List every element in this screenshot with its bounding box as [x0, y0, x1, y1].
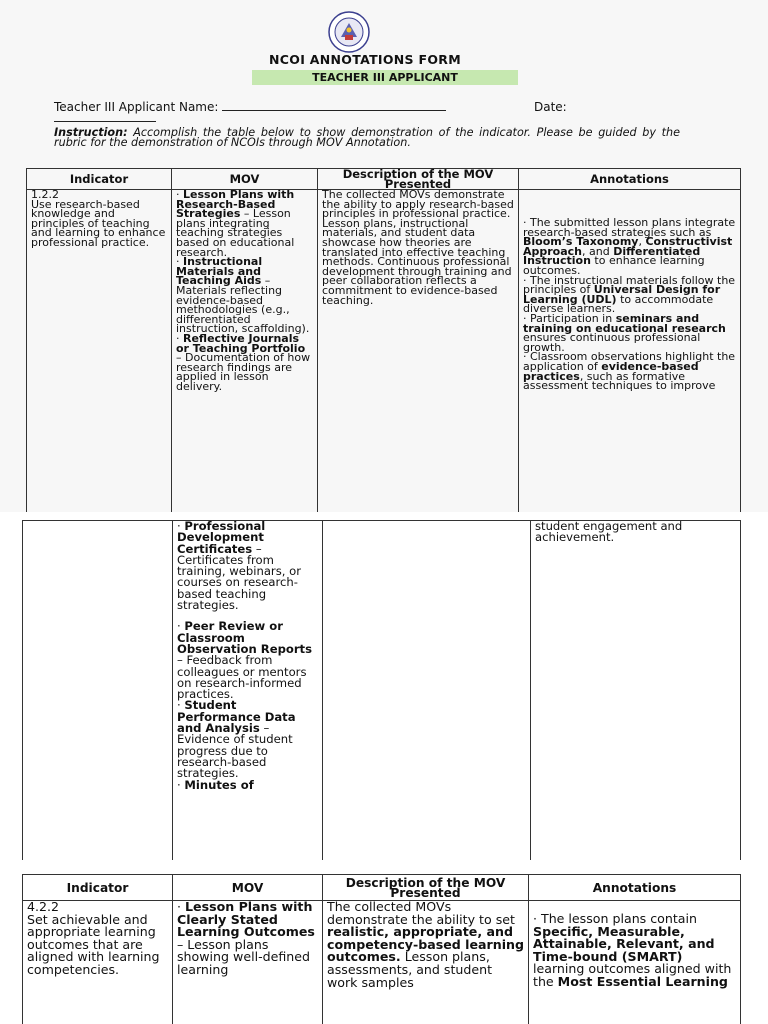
indicator-cell — [23, 901, 173, 1024]
mov-cell — [172, 190, 318, 513]
mov-item: · Instructional Materials and Teaching Aids – Materials reflecting evidence-based methodologies (e.g., differentiated instruction, scaffolding). — [176, 255, 310, 336]
mov-item: · Peer Review or Classroom Observation Reports – Feedback from colleagues or mentors on research-informed practices. — [177, 619, 313, 702]
header-description: Description of the MOV Presented — [323, 875, 529, 901]
indicator-cell — [23, 521, 173, 861]
annotation-item: · Classroom observations highlight the application of evidence-based practices, such as formative assessment techniques to improve — [523, 350, 736, 393]
annotation-item: · Participation in seminars and training on educational research ensures continuous professional growth. — [523, 311, 726, 354]
document-page-2 — [0, 518, 768, 860]
mov-item: · Professional Development Certificates – Certificates from training, webinars, or courses on research-based teaching strategies. — [177, 519, 301, 613]
table-header-row — [23, 875, 741, 901]
deped-seal-logo — [328, 11, 370, 53]
annotations-table-page-2 — [22, 520, 741, 860]
description-cell: The collected MOVs demonstrate the ability to apply research-based principles in professional practice. Lesson plans, instructional materials, and student data showcase how theories are translated into effective teaching methods. Continuous professional development through training and peer collaboration reflects a commitment to evidence-based teaching. — [318, 190, 519, 513]
header-indicator: Indicator — [27, 169, 172, 190]
date-blank[interactable] — [54, 110, 156, 122]
mov-item: · Lesson Plans with Clearly Stated Learning Outcomes – Lesson plans showing well-defined learning — [177, 899, 315, 977]
applicant-type-banner: TEACHER III APPLICANT — [252, 70, 518, 85]
indicator-code: 1.2.2 — [31, 188, 59, 201]
form-title: NCOI ANNOTATIONS FORM — [269, 52, 461, 67]
mov-cell — [173, 901, 323, 1024]
instruction-label: Instruction: — [54, 126, 128, 139]
description-cell: The collected MOVs demonstrate the ability to set realistic, appropriate, and competency-based learning outcomes. Lesson plans, assessments, and student work samples — [323, 901, 529, 1024]
applicant-name-blank[interactable] — [222, 100, 446, 111]
indicator-cell — [27, 190, 172, 513]
document-page-3 — [0, 866, 768, 1024]
header-annotations: Annotations — [519, 169, 741, 190]
mov-cell — [173, 521, 323, 861]
table-row — [27, 190, 741, 513]
annotations-cell: · The lesson plans contain Specific, Measurable, Attainable, Relevant, and Time-bound (SMART) learning outcomes aligned with the Most Essential Learning — [529, 901, 741, 1024]
indicator-code: 4.2.2 — [27, 899, 60, 914]
annotations-cell — [519, 190, 741, 513]
instruction-text: Instruction: Accomplish the table below to show demonstration of the indicator. Please be guided by the rubric for the demonstration of NCOIs through MOV Annotation. — [54, 126, 680, 149]
description-cell — [323, 521, 531, 861]
header-mov: MOV — [172, 169, 318, 190]
table-row — [23, 521, 741, 861]
indicator-text: Use research-based knowledge and principles of teaching and learning to enhance professional practice. — [31, 197, 166, 249]
annotation-item: · The instructional materials follow the principles of Universal Design for Learning (UDL) to accommodate diverse learners. — [523, 273, 736, 316]
header-annotations: Annotations — [529, 875, 741, 901]
mov-item: · Minutes of — [177, 777, 254, 792]
annotations-table-page-3 — [22, 874, 741, 1024]
indicator-text: Set achievable and appropriate learning outcomes that are aligned with learning competencies. — [27, 911, 160, 977]
table-row — [23, 901, 741, 1024]
annotations-cell: student engagement and achievement. — [531, 521, 741, 861]
date-label: Date: — [534, 100, 567, 114]
mov-item: · Reflective Journals or Teaching Portfolio – Documentation of how research findings are applied in lesson delivery. — [176, 331, 311, 393]
annotation-item: · The submitted lesson plans integrate research-based strategies such as Bloom’s Taxonomy, Constructivist Approach, and Differentiated Instruction to enhance learning outcomes. — [523, 216, 736, 277]
mov-item: · Student Performance Data and Analysis – Evidence of student progress due to research-based strategies. — [177, 698, 296, 781]
table-header-row — [27, 169, 741, 190]
header-mov: MOV — [173, 875, 323, 901]
applicant-name-label: Teacher III Applicant Name: — [54, 100, 219, 114]
mov-item: · Lesson Plans with Research-Based Strategies – Lesson plans integrating teaching strategies based on educational research. — [176, 188, 295, 259]
header-indicator: Indicator — [23, 875, 173, 901]
annotations-table-page-1 — [26, 168, 741, 512]
header-description: Description of the MOV Presented — [318, 169, 519, 190]
